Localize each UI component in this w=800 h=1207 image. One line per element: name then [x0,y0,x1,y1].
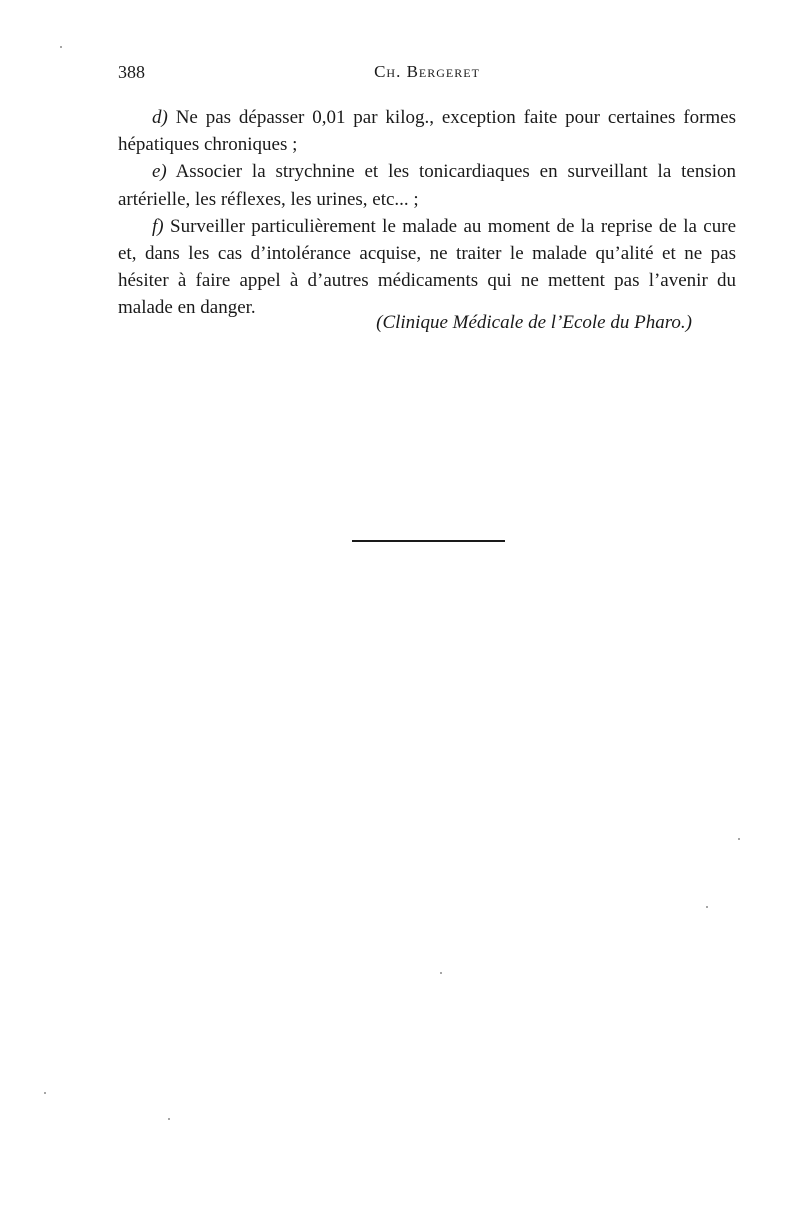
item-text: Ne pas dépasser 0,01 par kilog., exception faite pour certaines formes hépatiques chroniques ; [118,107,737,156]
scan-speck [44,1092,46,1094]
item-letter: e) [152,161,167,183]
item-text: Associer la strychnine et les tonicardiaques en surveillant la tension artérielle, les réflexes, les urines, etc... ; [118,161,736,210]
section-end-rule [352,540,505,542]
scan-speck [738,838,740,840]
list-item-d [118,104,736,158]
scan-speck [168,1118,170,1120]
list-item-e [118,158,736,212]
source-citation: (Clinique Médicale de l’Ecole du Pharo.) [376,312,692,333]
item-letter: f) [152,215,164,237]
item-text: Surveiller particulièrement le malade au moment de la reprise de la cure et, dans les cas d’intolérance acquise, ne traiter le malade qu’alité et ne pas hésiter à faire appel à d’autres médicaments qui ne mettent pas l’avenir du malade en danger. [118,215,737,319]
list-item-f [118,213,736,322]
scan-speck [706,906,708,908]
scan-speck [60,46,62,48]
scan-speck [440,972,442,974]
page-header [118,62,736,88]
body-text [118,104,736,322]
item-letter: d) [152,107,168,128]
page-number: 388 [118,62,145,82]
running-head: Ch. Bergeret [374,62,480,81]
